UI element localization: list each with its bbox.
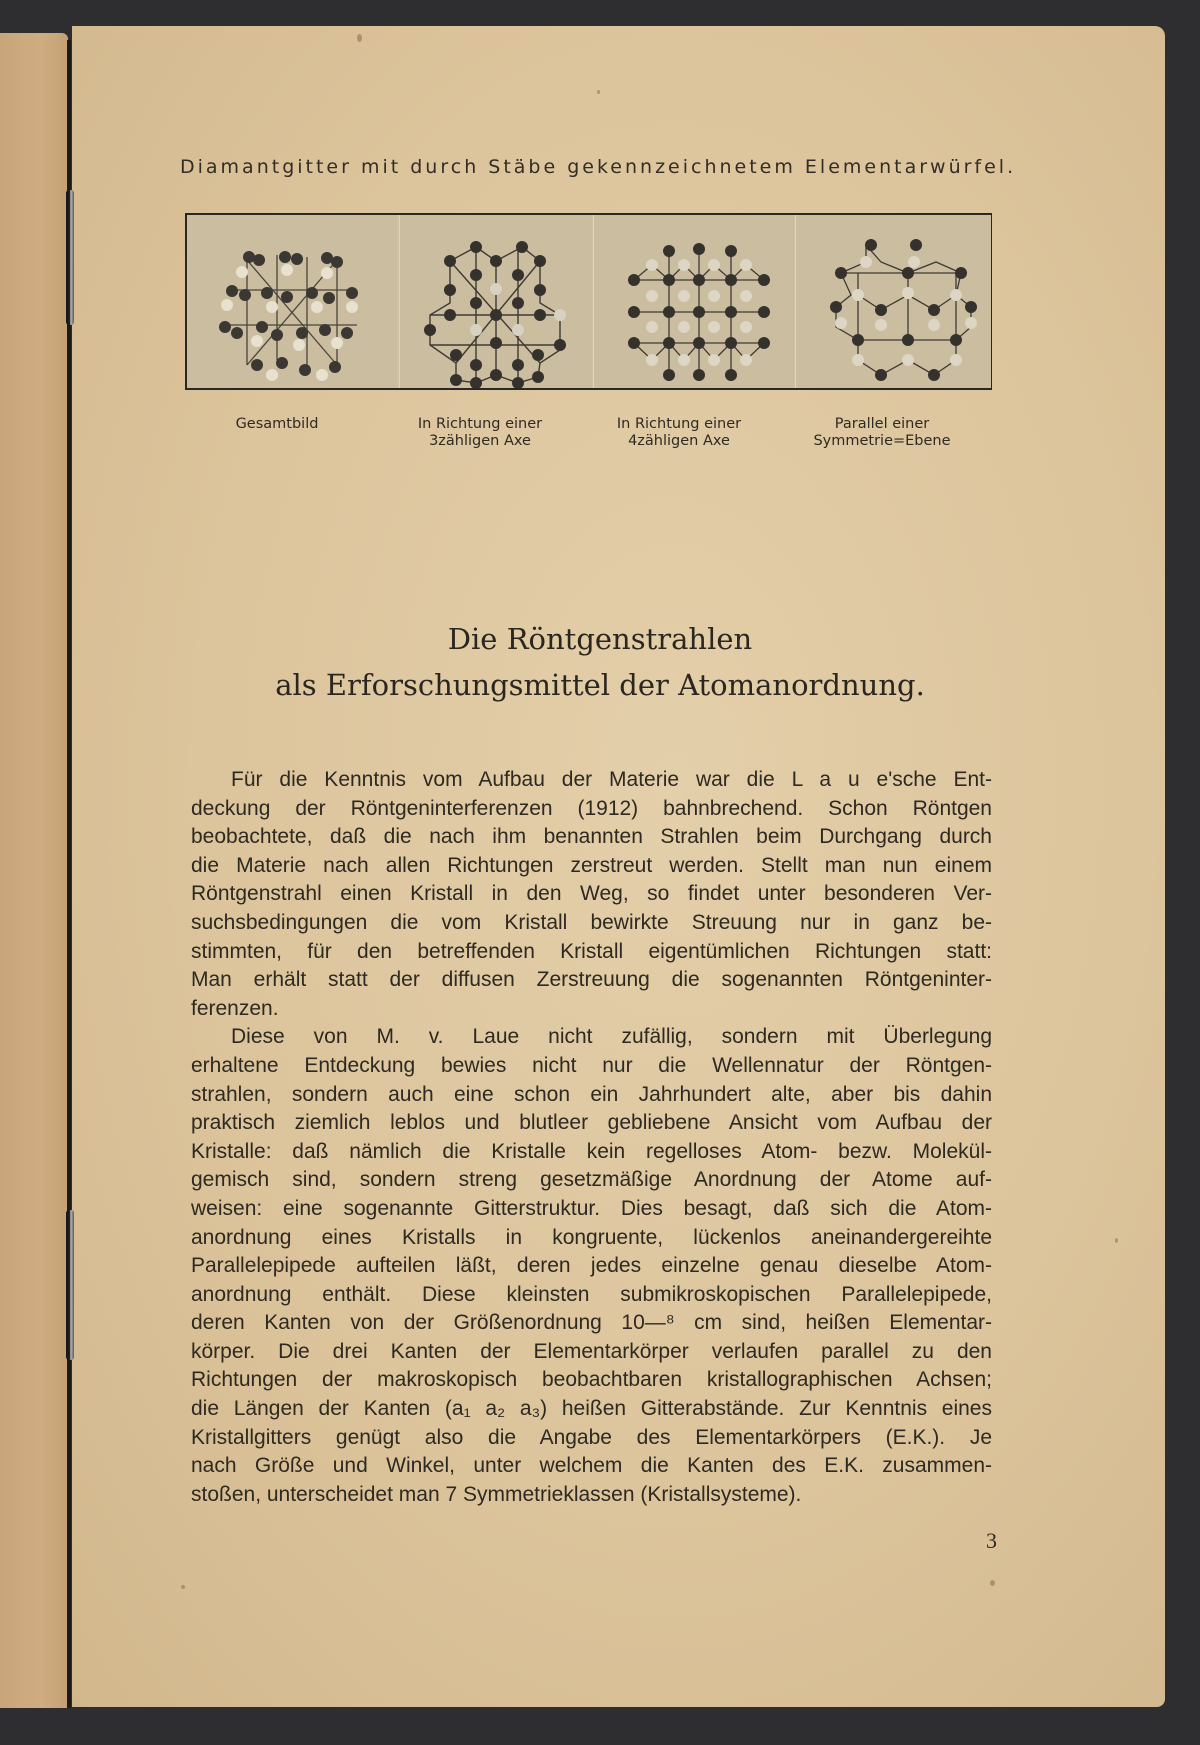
figure-panel-4fold-axis: [593, 215, 794, 388]
text-line: weisen: eine sogenannte Gitterstruktur. Dies besagt, daß sich die Atom-: [191, 1196, 992, 1220]
text-line: ferenzen.: [191, 996, 279, 1020]
crystal-figure: [185, 213, 992, 390]
figure-caption-overall: Gesamtbild: [235, 416, 319, 432]
text-line: Diese von M. v. Laue nicht zufällig, sondern mit Überlegung: [231, 1025, 992, 1049]
staple-bottom: [66, 1210, 74, 1360]
text-line: suchsbedingungen die vom Kristall bewirkte Streuung nur in ganz be-: [191, 910, 992, 934]
figure-panel-3fold-axis: [399, 215, 592, 388]
text-line: Parallelepipede aufteilen läßt, deren jedes einzelne genau dieselbe Atom-: [191, 1254, 992, 1278]
text-line: strahlen, sondern auch eine schon ein Jahrhundert alte, aber bis dahin: [191, 1082, 992, 1106]
section-title-line1: Die Röntgenstrahlen: [447, 622, 753, 656]
text-line: die Längen der Kanten (a₁ a₂ a₃) heißen Gitterabstände. Zur Kenntnis eines: [191, 1397, 992, 1421]
figure-caption-4fold-axis: In Richtung einer 4zähligen Axe: [616, 416, 742, 449]
paper-speck: [1115, 1238, 1118, 1243]
figure-caption-symmetry-plane: Parallel einer Symmetrie=Ebene: [813, 416, 951, 449]
text-line: gemisch sind, sondern streng gesetzmäßige Anordnung der Atome auf-: [191, 1168, 992, 1192]
staple-top: [66, 190, 74, 325]
diamond-lattice-overall-image: [187, 215, 397, 388]
text-line: anordnung eines Kristalls in kongruente, lückenlos aneinandergereihte: [191, 1225, 992, 1249]
figure-panel-overall: [187, 215, 397, 388]
text-line: Man erhält statt der diffusen Zerstreuung die sogenannten Röntgeninter-: [191, 968, 992, 992]
diamond-lattice-3fold-image: [400, 215, 592, 388]
page-number: 3: [986, 1528, 997, 1553]
paper-speck: [597, 90, 600, 94]
text-line: Kristallgitters genügt also die Angabe des Elementarkörpers (E.K.). Je: [191, 1425, 992, 1449]
section-title-line2: als Erforschungsmittel der Atomanordnung.: [275, 668, 925, 702]
text-line: körper. Die drei Kanten der Elementarkörper verlaufen parallel zu den: [191, 1339, 992, 1363]
figure-title: Diamantgitter mit durch Stäbe gekennzeichnetem Elementarwürfel.: [180, 156, 1017, 178]
text-line: beobachtete, daß die nach ihm benannten Strahlen beim Durchgang durch: [191, 825, 992, 849]
left-page-edge: [0, 33, 68, 1708]
figure-panel-symmetry-plane: [795, 215, 991, 388]
text-line: erhaltene Entdeckung bewies nicht nur die Wellennatur der Röntgen-: [191, 1053, 992, 1077]
text-line: Für die Kenntnis vom Aufbau der Materie war die L a u e'sche Ent-: [231, 768, 992, 791]
text-line: die Materie nach allen Richtungen zerstreut werden. Stellt man nun einem: [191, 853, 992, 877]
paper-speck: [181, 1585, 185, 1589]
text-line: Richtungen der makroskopisch beobachtbaren kristallographischen Achsen;: [191, 1368, 992, 1392]
text-line: stoßen, unterscheidet man 7 Symmetrieklassen (Kristallsysteme).: [191, 1482, 802, 1506]
figure-caption-3fold-axis: In Richtung einer 3zähligen Axe: [417, 416, 543, 449]
text-line: stimmten, für den betreffenden Kristall eigentümlichen Richtungen statt:: [191, 939, 992, 963]
paper-speck: [357, 34, 362, 42]
text-line: Kristalle: daß nämlich die Kristalle kein regelloses Atom- bezw. Molekül-: [191, 1139, 992, 1163]
diamond-lattice-plane-image: [796, 215, 991, 388]
text-line: deckung der Röntgeninterferenzen (1912) bahnbrechend. Schon Röntgen: [191, 796, 992, 820]
text-line: praktisch ziemlich leblos und blutleer gebliebene Ansicht vom Aufbau der: [191, 1111, 992, 1135]
paper-speck: [990, 1580, 995, 1586]
text-line: anordnung enthält. Diese kleinsten submikroskopischen Parallelepipede,: [191, 1282, 992, 1306]
body-text: [191, 766, 992, 1509]
text-line: deren Kanten von der Größenordnung 10—⁸ cm sind, heißen Elementar-: [191, 1311, 992, 1335]
diamond-lattice-4fold-image: [594, 215, 794, 388]
text-line: nach Größe und Winkel, unter welchem die Kanten des E.K. zusammen-: [191, 1454, 992, 1478]
text-line: Röntgenstrahl einen Kristall in den Weg, so findet unter besonderen Ver-: [191, 882, 992, 906]
